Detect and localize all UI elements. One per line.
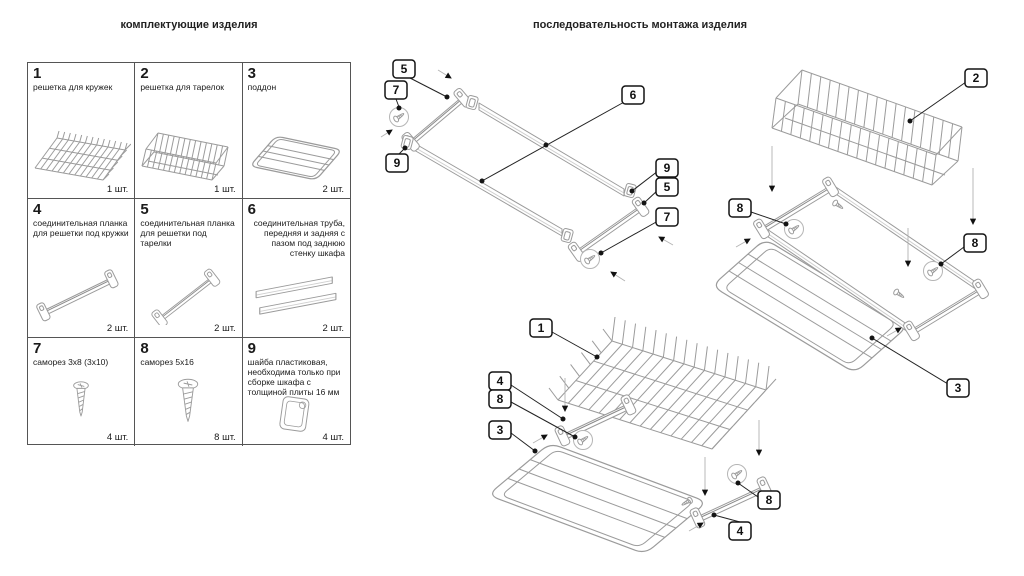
callout xyxy=(489,421,511,439)
part-number: 5 xyxy=(140,201,149,218)
callout-label: 7 xyxy=(663,210,671,224)
callout xyxy=(656,208,678,226)
callout xyxy=(965,69,987,87)
diagram-step-plate-rack xyxy=(716,70,989,370)
callout xyxy=(385,81,407,99)
callout xyxy=(964,234,986,252)
callout-label: 8 xyxy=(765,493,773,507)
part-number: 2 xyxy=(140,65,149,82)
part-number: 1 xyxy=(33,65,42,82)
callout xyxy=(656,178,678,196)
leader-lines xyxy=(393,78,966,522)
part-number: 4 xyxy=(33,201,42,218)
direction-arrow xyxy=(736,239,750,247)
part-cell-9 xyxy=(243,338,350,446)
callout xyxy=(530,319,552,337)
mug-rack-drawing xyxy=(31,122,131,186)
part-cell-7 xyxy=(28,338,135,446)
connecting-plank-drawing xyxy=(138,267,238,325)
callout-label: 3 xyxy=(954,381,962,395)
part-quantity: 2 шт. xyxy=(322,323,344,334)
part-description: соединительная планка для решетки под тарелки xyxy=(140,218,235,249)
part-cell-3 xyxy=(243,63,350,199)
callout xyxy=(489,390,511,408)
callout-label: 9 xyxy=(663,161,671,175)
part-description: решетка для кружек xyxy=(33,82,113,92)
callout xyxy=(489,372,511,390)
part-quantity: 2 шт. xyxy=(322,184,344,195)
callout-label: 9 xyxy=(393,156,401,170)
motion-arrows xyxy=(381,70,973,531)
part-quantity: 2 шт. xyxy=(106,323,129,334)
part-description: соединительная планка для решетки под кружки xyxy=(33,218,129,239)
part-quantity: 8 шт. xyxy=(214,432,236,443)
callout-label: 4 xyxy=(496,374,504,388)
callout-label: 4 xyxy=(736,524,744,538)
callout xyxy=(386,154,408,172)
tray-drawing xyxy=(246,122,346,186)
part-cell-6 xyxy=(243,199,350,338)
callout-label: 3 xyxy=(496,423,504,437)
callout xyxy=(622,86,644,104)
part-quantity: 4 шт. xyxy=(322,432,344,443)
diagram-step-mug-rack xyxy=(493,317,776,551)
assembly-diagrams xyxy=(380,40,1024,576)
part-description: саморез 3x8 (3x10) xyxy=(33,357,109,367)
part-description: соединительная труба, передняя и задняя с пазом под заднюю стенку шкафа xyxy=(253,218,345,259)
callout xyxy=(729,199,751,217)
part-number: 8 xyxy=(140,340,149,357)
part-cell-2 xyxy=(135,63,242,199)
right-section-title: последовательность монтажа изделия xyxy=(533,19,747,31)
direction-arrow xyxy=(438,70,451,78)
screw-drawing xyxy=(138,374,238,434)
part-cell-4 xyxy=(28,199,135,338)
part-cell-5 xyxy=(135,199,242,338)
parts-table xyxy=(27,62,351,445)
part-number: 9 xyxy=(247,340,256,357)
callout xyxy=(758,491,780,509)
callout-label: 5 xyxy=(400,62,408,76)
callout xyxy=(729,522,751,540)
callout-label: 8 xyxy=(736,201,744,215)
diagram-step-frame xyxy=(390,87,651,268)
callout-label: 6 xyxy=(629,88,637,102)
callout-label: 1 xyxy=(537,321,545,335)
part-cell-1 xyxy=(28,63,135,199)
direction-arrow xyxy=(659,237,673,245)
part-number: 7 xyxy=(33,340,42,357)
part-quantity: 1 шт. xyxy=(106,184,129,195)
callout-label: 5 xyxy=(663,180,671,194)
part-cell-8 xyxy=(135,338,242,446)
callouts xyxy=(385,60,987,540)
part-quantity: 4 шт. xyxy=(106,432,129,443)
left-section-title: комплектующие изделия xyxy=(120,19,258,31)
part-number: 3 xyxy=(247,65,256,82)
callout-label: 8 xyxy=(496,392,504,406)
screw-drawing xyxy=(31,376,131,434)
direction-arrow xyxy=(533,435,547,443)
connecting-plank-drawing xyxy=(31,261,131,325)
connecting-tube-drawing xyxy=(246,267,346,325)
callout-label: 2 xyxy=(972,71,980,85)
direction-arrow xyxy=(381,130,392,137)
callout xyxy=(656,159,678,177)
part-description: шайба пластиковая, необходима только при сборке шкафа с толщиной плиты 16 мм xyxy=(247,357,341,398)
plate-rack-drawing xyxy=(138,122,238,186)
part-quantity: 2 шт. xyxy=(214,323,236,334)
part-description: поддон xyxy=(247,82,277,92)
callout xyxy=(393,60,415,78)
callout-label: 7 xyxy=(392,83,400,97)
part-description: решетка для тарелок xyxy=(140,82,225,92)
direction-arrow xyxy=(611,272,625,281)
callout xyxy=(947,379,969,397)
part-quantity: 1 шт. xyxy=(214,184,236,195)
callout-label: 8 xyxy=(971,236,979,250)
part-description: саморез 5x16 xyxy=(140,357,194,367)
part-number: 6 xyxy=(247,201,256,218)
